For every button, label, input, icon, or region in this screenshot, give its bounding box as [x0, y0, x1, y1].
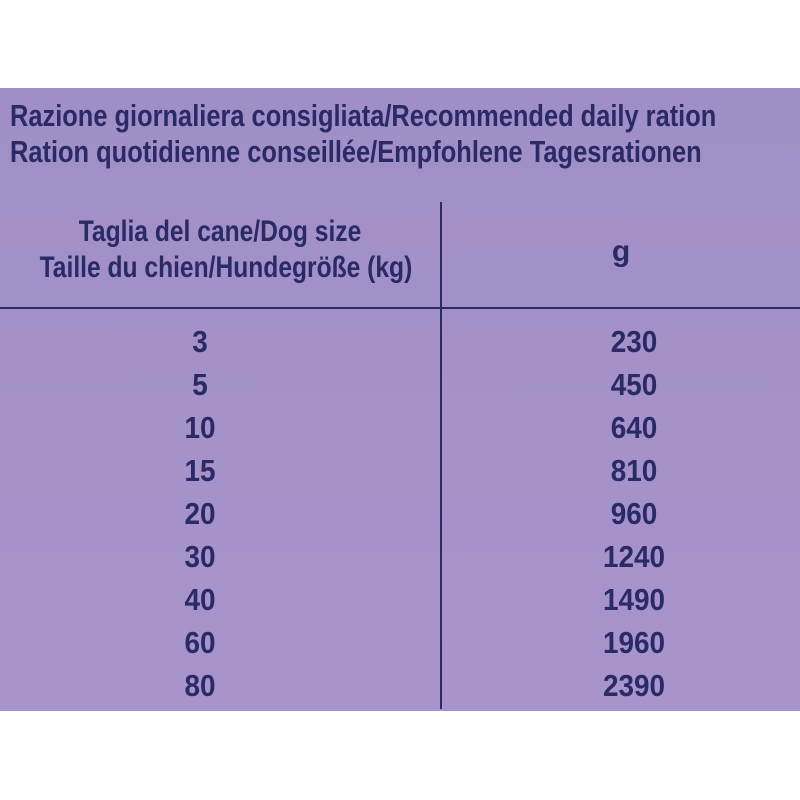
title-line-2: Ration quotidienne conseillée/Empfohlene Tagesrationen — [10, 134, 702, 169]
grams-cell: 1960 — [602, 625, 666, 660]
dog-size-header-line-2: Taille du chien/Hundegröße (kg) — [39, 251, 413, 284]
grams-cell: 1240 — [602, 539, 666, 574]
grams-cell: 960 — [610, 496, 658, 531]
column-divider — [440, 202, 442, 709]
header-divider — [0, 307, 800, 309]
grams-cell: 230 — [610, 324, 658, 359]
grams-cell: 810 — [610, 453, 658, 488]
dog-size-cell: 10 — [184, 410, 216, 445]
ration-title — [10, 98, 717, 170]
grams-cell: 2390 — [602, 668, 666, 703]
title-line-1: Razione giornaliera consigliata/Recommended daily ration — [10, 98, 717, 133]
dog-size-cell: 30 — [184, 539, 216, 574]
dog-size-cell: 20 — [184, 496, 216, 531]
feeding-table-panel — [0, 88, 800, 711]
dog-size-cell: 40 — [184, 582, 216, 617]
dog-size-cell: 3 — [192, 324, 208, 359]
grams-column — [534, 320, 734, 707]
dog-size-cell: 5 — [192, 367, 208, 402]
dog-size-cell: 60 — [184, 625, 216, 660]
grams-cell: 450 — [610, 367, 658, 402]
grams-cell: 640 — [610, 410, 658, 445]
grams-header: g — [611, 235, 631, 268]
dog-size-column — [100, 320, 300, 707]
dog-size-cell: 80 — [184, 668, 216, 703]
grams-cell: 1490 — [602, 582, 666, 617]
dog-size-header-line-1: Taglia del cane/Dog size — [78, 215, 362, 248]
dog-size-cell: 15 — [184, 453, 216, 488]
dog-size-header — [39, 214, 413, 286]
